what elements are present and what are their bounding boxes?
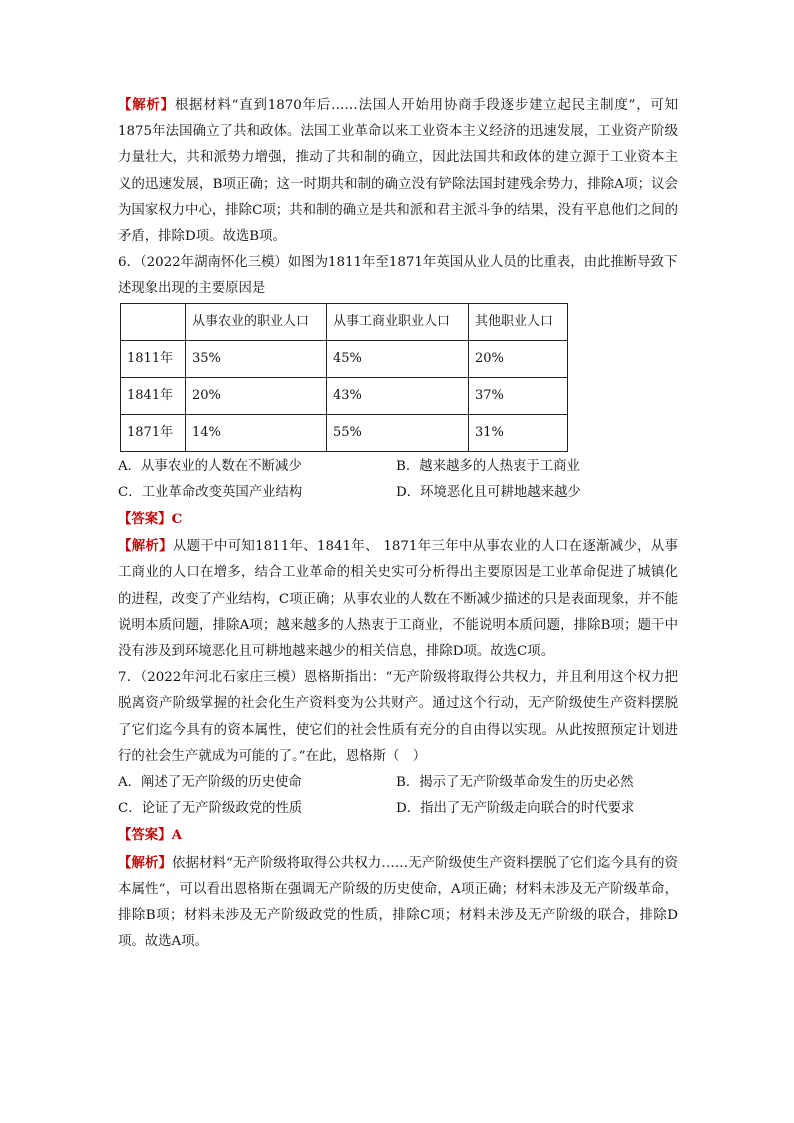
option-a: A．从事农业的人数在不断减少 [118,458,302,474]
analysis-block-prev [118,92,678,250]
document-page [118,92,678,955]
answer-value: A [171,827,182,844]
table-cell: 1811年 [121,340,186,377]
answer-value: C [171,511,183,528]
question-6-analysis [118,533,678,665]
analysis-text: 依据材料“无产阶级将取得公共权力……无产阶级使生产资料摆脱了它们迄今具有的资本属性”，可以看出恩格斯在强调无产阶级的历史使命，A项正确；材料未涉及无产阶级革命，排除B项；材料未涉及无产阶级政党的性质，排除C项；材料未涉及无产阶级的联合，排除D项。故选A项。 [118,855,679,950]
table-row [121,414,568,451]
question-7-options [118,770,678,822]
answer-label: 【答案】 [118,827,172,844]
analysis-text: 从题干中可知1811年、1841年、 1871年三年中从事农业的人口在逐渐减少，从事工商业的人口在增多，结合工业革命的相关史实可分析得出主要原因是工业革命促进了城镇化的进程，改变了产业结构，C项正确；从事农业的人数在不断减少描述的只是表面现象，并不能说明本质问题，排除A项；越来越多的人热衷于工商业，不能说明本质问题，排除B项；题干中没有涉及到环境恶化且可耕地越来越少的相关信息，排除D项。故选C项。 [118,539,678,660]
table-cell: 1841年 [121,377,186,414]
option-b: B．越来越多的人热衷于工商业 [396,458,580,474]
question-6-stem: 6．（2022年湖南怀化三模）如图为1811年至1871年英国从业人员的比重表，由此推断导致下述现象出现的主要原因是 [118,255,678,297]
table-header-row [121,303,568,340]
question-7-answer [118,822,678,849]
option-b: B．揭示了无产阶级革命发生的历史必然 [396,775,634,791]
question-6-options [118,454,678,506]
question-6-answer [118,506,678,533]
option-d: D．指出了无产阶级走向联合的时代要求 [396,801,635,817]
analysis-label: 【解析】 [118,854,172,871]
table-cell: 45% [327,340,469,377]
option-c: C．工业革命改变英国产业结构 [118,484,303,500]
table-cell: 20% [469,340,568,377]
table-row [121,340,568,377]
table-cell: 55% [327,414,469,451]
question-7-stem: 7．（2022年河北石家庄三模）恩格斯指出：“无产阶级将取得公共权力，并且利用这个权力把脱离资产阶级掌握的社会化生产资料变为公共财产。通过这个行动，无产阶级使生产资料摆脱了它们迄今具有的资本属性，使它们的社会性质有充分的自由得以实现。从此按照预定计划进行的社会生产就成为可能的了。”在此，恩格斯（ ） [118,670,678,764]
table-header-cell: 从事农业的职业人口 [186,303,327,340]
table-cell: 35% [186,340,327,377]
analysis-text: 根据材料“直到1870年后……法国人开始用协商手段逐步建立起民主制度”，可知1875年法国确立了共和政体。法国工业革命以来工业资本主义经济的迅速发展，工业资产阶级力量壮大，共和派势力增强，推动了共和制的确立，因此法国共和政体的建立源于工业资本主义的迅速发展，B项正确；这一时期共和制的确立没有铲除法国封建残余势力，排除A项；议会为国家权力中心，排除C项；共和制的确立是共和派和君主派斗争的结果，没有平息他们之间的矛盾，排除D项。故选B项。 [118,98,678,245]
table-cell: 14% [186,414,327,451]
question-7-analysis [118,850,678,956]
table-header-cell: 从事工商业职业人口 [327,303,469,340]
table-cell: 37% [469,377,568,414]
option-a: A．阐述了无产阶级的历史使命 [118,775,302,791]
table-row [121,377,568,414]
answer-label: 【答案】 [118,511,172,528]
option-c: C．论证了无产阶级政党的性质 [118,801,303,817]
option-d: D．环境恶化且可耕地越来越少 [396,484,581,500]
analysis-label: 【解析】 [118,538,173,555]
analysis-label: 【解析】 [118,97,175,113]
table-cell: 20% [186,377,327,414]
table-cell: 1871年 [121,414,186,451]
table-header-cell [121,303,186,340]
table-header-cell: 其他职业人口 [469,303,568,340]
table-cell: 43% [327,377,469,414]
table-cell: 31% [469,414,568,451]
employment-table [120,303,568,452]
